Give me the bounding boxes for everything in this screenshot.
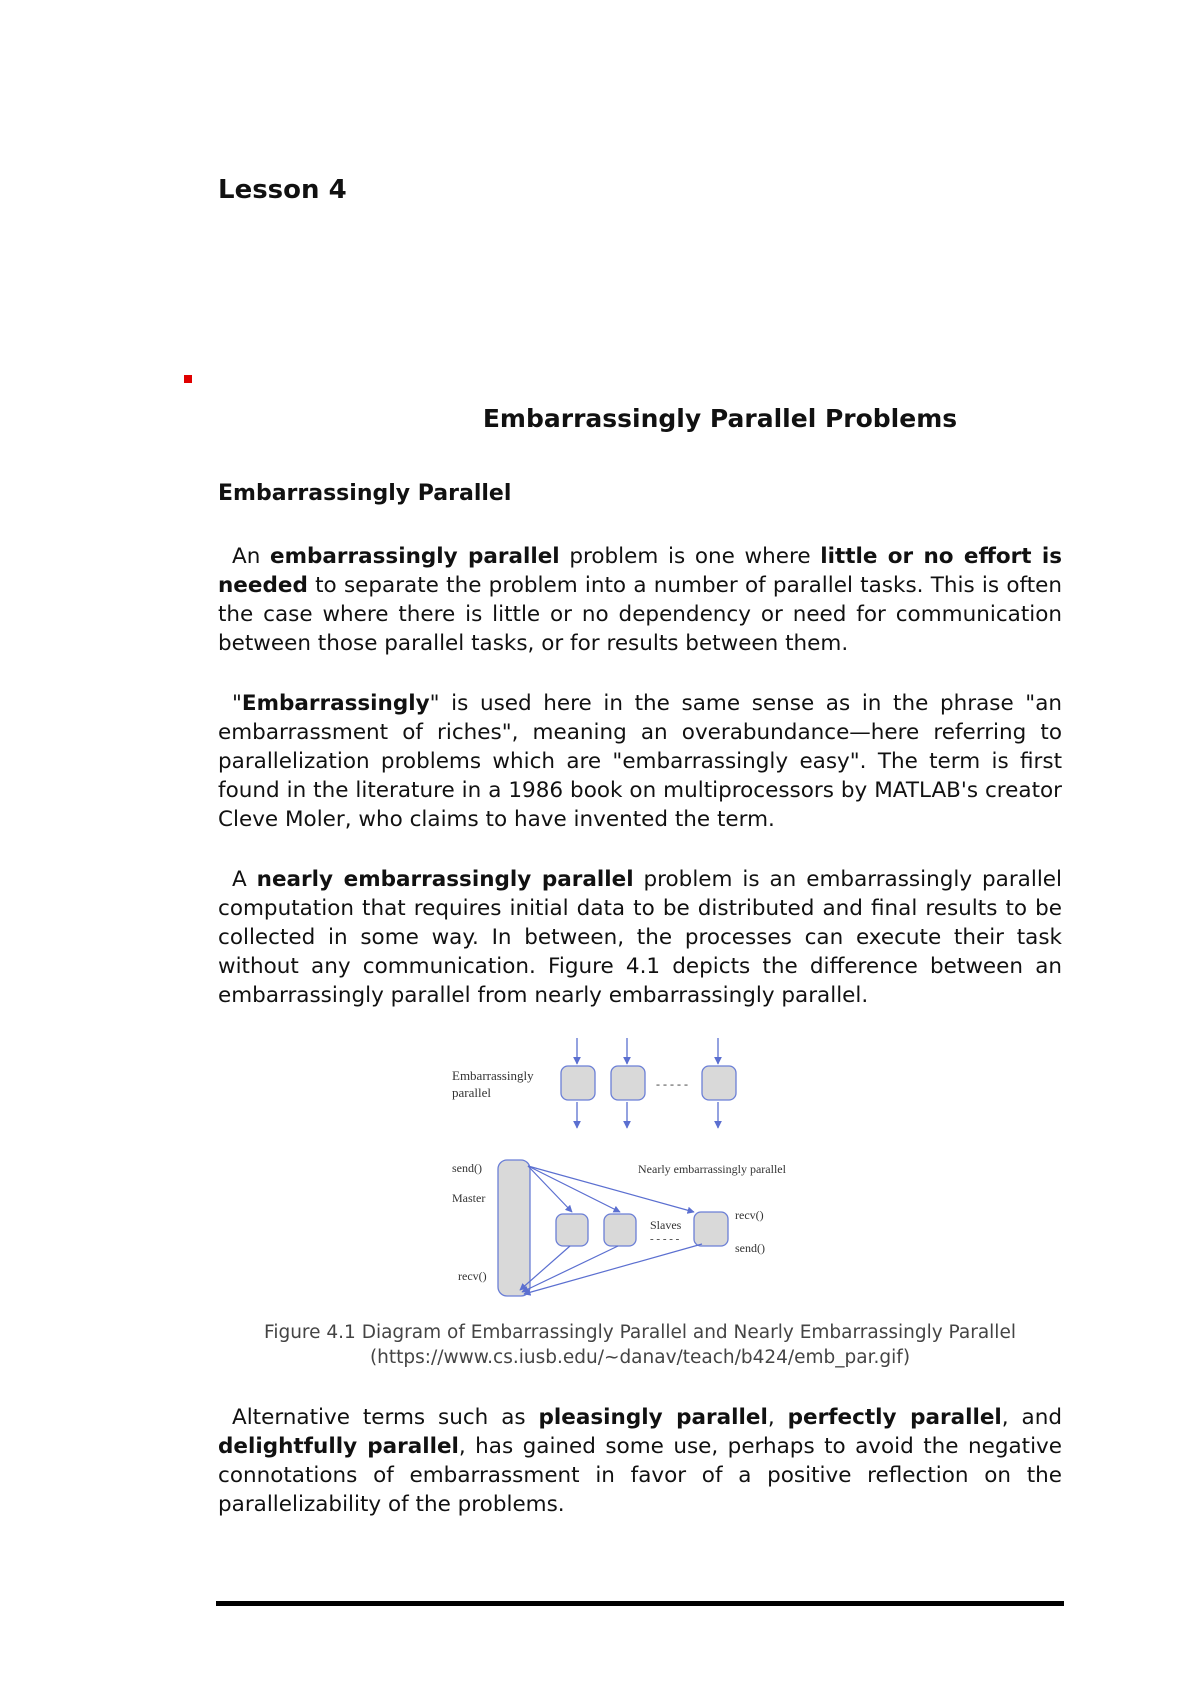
bold-term: delightfully parallel	[218, 1434, 459, 1459]
label-send-master: send()	[452, 1161, 482, 1175]
label-slaves: Slaves	[650, 1218, 682, 1232]
text-run: , and	[1001, 1405, 1062, 1430]
text-run: "	[232, 691, 242, 716]
text-run: An	[232, 544, 271, 569]
text-run: A	[232, 867, 257, 892]
text-run: , has gained some use, perhaps to avoid the negative connotations of embarrassment in favor of a positive reflection on the parallelizability of the problems.	[218, 1434, 1062, 1517]
lesson-label: Lesson 4	[218, 175, 347, 205]
footer-rule	[216, 1601, 1064, 1606]
paragraph-nearly-parallel	[218, 865, 1062, 1010]
slave-box-1	[556, 1214, 588, 1246]
label-master: Master	[452, 1191, 486, 1205]
top-process-1	[561, 1038, 595, 1128]
caption-line-1: Figure 4.1 Diagram of Embarrassingly Parallel and Nearly Embarrassingly Parallel	[264, 1322, 1016, 1343]
label-send-slave: send()	[735, 1241, 765, 1255]
label-recv-slave: recv()	[735, 1208, 764, 1222]
label-parallel: parallel	[452, 1085, 491, 1100]
paragraph-alternative-terms	[218, 1403, 1062, 1519]
paragraph-definition	[218, 542, 1062, 658]
text-run: ,	[767, 1405, 788, 1430]
figure-diagram	[448, 1036, 838, 1316]
caption-source-link: (https://www.cs.iusb.edu/~danav/teach/b424/emb_par.gif)	[369, 1347, 911, 1368]
bold-term: perfectly parallel	[787, 1405, 1002, 1430]
label-dots-slaves: - - - - -	[650, 1233, 680, 1245]
bullet-marker	[184, 375, 192, 383]
bold-term: Embarrassingly	[241, 691, 430, 716]
bold-term: pleasingly parallel	[538, 1405, 768, 1430]
section-title: Embarrassingly Parallel	[218, 481, 512, 506]
bold-term: nearly embarrassingly parallel	[256, 867, 634, 892]
bold-term: embarrassingly parallel	[270, 544, 560, 569]
figure-caption	[218, 1320, 1062, 1370]
bold-term: little or no effort is needed	[218, 544, 1063, 598]
text-run: problem is one where	[559, 544, 821, 569]
paragraph-etymology	[218, 689, 1062, 834]
text-run: Alternative terms such as	[232, 1405, 539, 1430]
slave-box-3	[694, 1212, 728, 1246]
label-dots-top: - - - - -	[656, 1077, 688, 1091]
master-box	[498, 1160, 530, 1296]
text-run: " is used here in the same sense as in the phrase "an embarrassment of riches", meaning an overabundance—here referring to parallelization problems which are "embarrassingly easy". The term is first found in the literature in a 1986 book on multiprocessors by MATLAB's creator Cleve Moler, who claims to have invented the term.	[218, 691, 1062, 832]
top-process-2	[611, 1038, 645, 1128]
text-run: problem is an embarrassingly parallel computation that requires initial data to be distributed and final results to be collected in some way. In between, the processes can execute their task without any communication. Figure 4.1 depicts the difference between an embarrassingly parallel from nearly embarrassingly parallel.	[218, 867, 1062, 1008]
label-recv-master: recv()	[458, 1269, 487, 1283]
label-nearly: Nearly embarrassingly parallel	[638, 1162, 786, 1176]
label-embarrassingly: Embarrassingly	[452, 1068, 534, 1083]
text-run: to separate the problem into a number of parallel tasks. This is often the case where there is little or no dependency or need for communication between those parallel tasks, or for results between them.	[218, 573, 1062, 656]
slave-box-2	[604, 1214, 636, 1246]
chapter-title: Embarrassingly Parallel Problems	[482, 404, 958, 433]
top-process-3	[702, 1038, 736, 1128]
